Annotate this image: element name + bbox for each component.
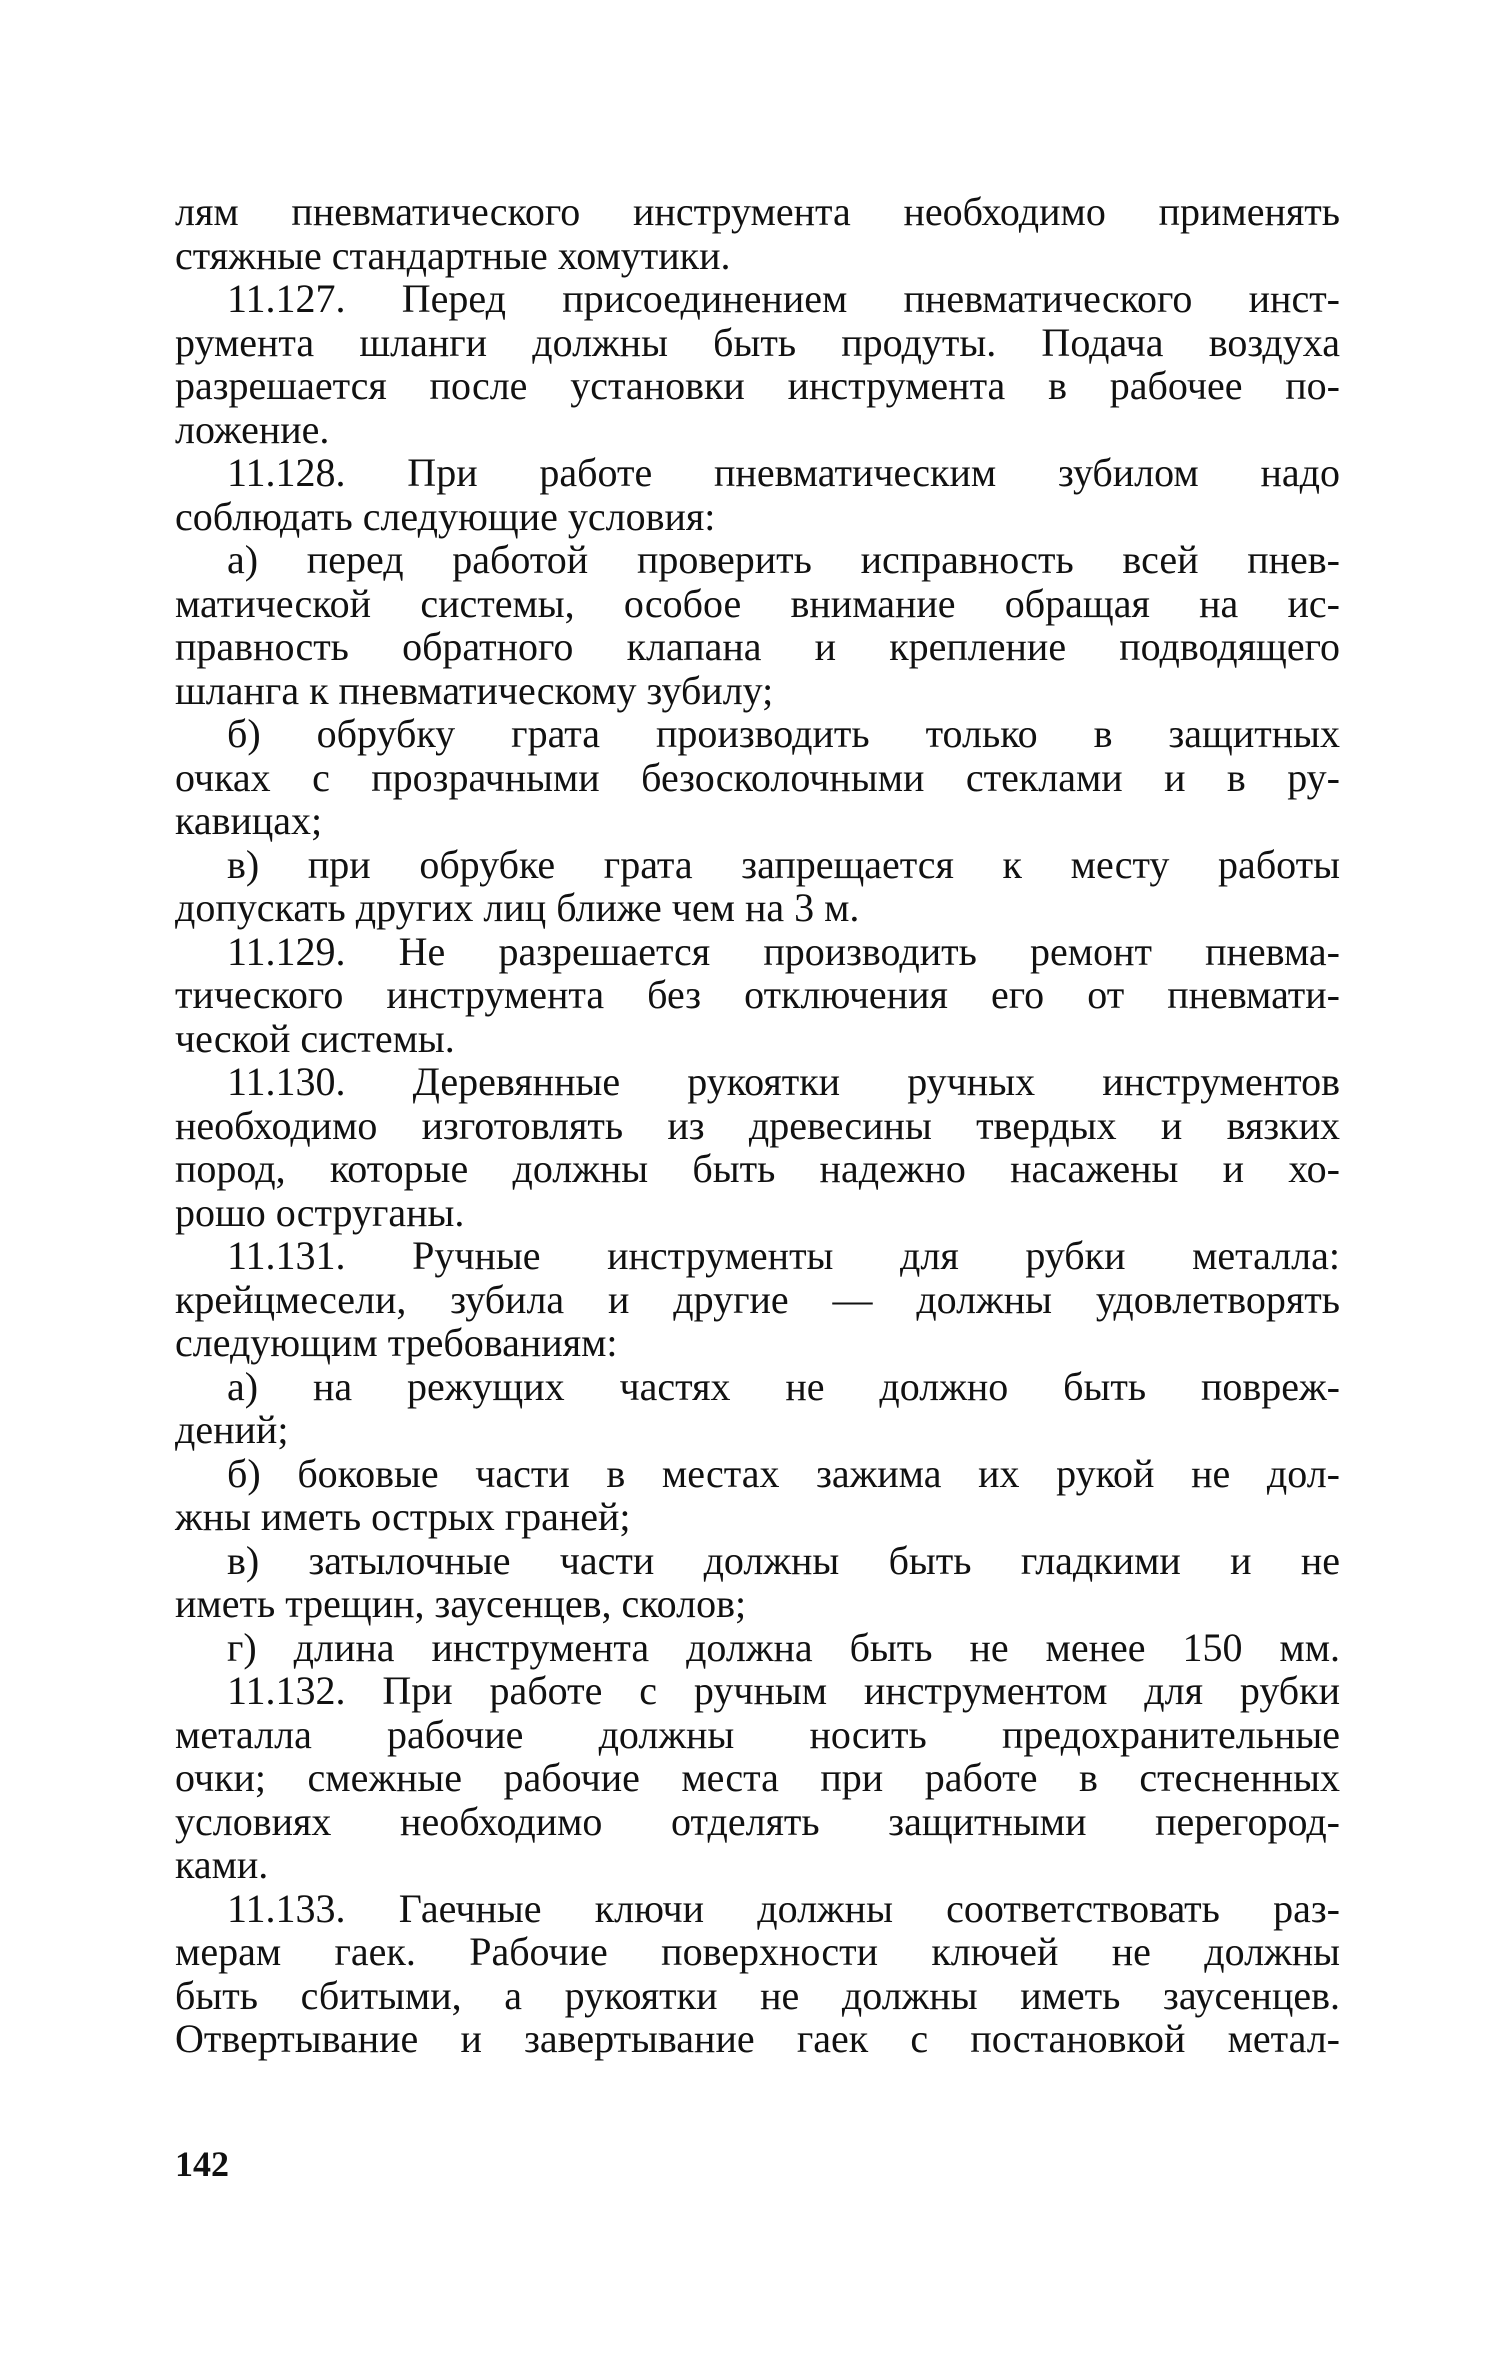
text-line: Отвертывание и завертывание гаек с постановкой метал- xyxy=(175,2016,1340,2061)
text-line: ками. xyxy=(175,1842,269,1887)
text-line: 11.128. При работе пневматическим зубилом надо xyxy=(227,450,1340,495)
text-line: металла рабочие должны носить предохранительные xyxy=(175,1711,1340,1757)
text-line: г) длина инструмента должна быть не менее 150 мм. xyxy=(227,1624,1340,1670)
page-number: 142 xyxy=(175,2144,229,2184)
text-line: рошо оструганы. xyxy=(175,1189,465,1235)
text-line: а) перед работой проверить исправность всей пнев- xyxy=(227,537,1340,582)
text-line: в) затылочные части должны быть гладкими и не xyxy=(227,1537,1340,1583)
text-line: стяжные стандартные хомутики. xyxy=(175,232,731,278)
text-line: шланга к пневматическому зубилу; xyxy=(175,667,774,713)
text-line: 11.129. Не разрешается производить ремонт пневма- xyxy=(227,928,1340,974)
text-line: быть сбитыми, а рукоятки не должны иметь заусенцев. xyxy=(175,1972,1340,2018)
text-line: б) обрубку грата производить только в защитных xyxy=(227,711,1340,756)
text-line: дений; xyxy=(175,1407,289,1452)
text-line: 11.131. Ручные инструменты для рубки металла: xyxy=(227,1233,1340,1278)
text-line: румента шланги должны быть продуты. Подача воздуха xyxy=(175,319,1340,365)
text-line: очках с прозрачными безосколочными стеклами и в ру- xyxy=(175,754,1340,800)
text-line: соблюдать следующие условия: xyxy=(175,493,716,539)
text-line: очки; смежные рабочие места при работе в стесненных xyxy=(175,1755,1340,1800)
text-line: пород, которые должны быть надежно насажены и хо- xyxy=(175,1146,1340,1191)
text-line: иметь трещин, заусенцев, сколов; xyxy=(175,1581,747,1626)
text-line: в) при обрубке грата запрещается к месту работы xyxy=(227,841,1340,887)
text-line: мерам гаек. Рабочие поверхности ключей не должны xyxy=(175,1929,1340,1974)
text-line: 11.133. Гаечные ключи должны соответствовать раз- xyxy=(227,1885,1340,1931)
text-line: допускать других лиц ближе чем на 3 м. xyxy=(175,885,860,930)
text-line: правность обратного клапана и крепление подводящего xyxy=(175,624,1340,669)
text-line: ческой системы. xyxy=(175,1015,455,1061)
text-line: необходимо изготовлять из древесины твердых и вязких xyxy=(175,1102,1340,1148)
text-line: жны иметь острых граней; xyxy=(175,1494,631,1539)
text-line: 11.130. Деревянные рукоятки ручных инструментов xyxy=(227,1059,1340,1104)
text-line: следующим требованиям: xyxy=(175,1320,618,1365)
text-line: тического инструмента без отключения его от пневмати- xyxy=(175,972,1340,1017)
text-line: условиях необходимо отделять защитными перегород- xyxy=(175,1798,1340,1844)
text-line: матической системы, особое внимание обращая на ис- xyxy=(175,580,1340,626)
text-line: разрешается после установки инструмента в рабочее по- xyxy=(175,363,1340,408)
text-line: б) боковые части в местах зажима их рукой не дол- xyxy=(227,1450,1340,1496)
page-body xyxy=(175,190,1340,2061)
text-line: крейцмесели, зубила и другие — должны удовлетворять xyxy=(175,1276,1340,1322)
text-line: ложение. xyxy=(175,406,330,452)
text-line: а) на режущих частях не должно быть повреж- xyxy=(227,1363,1340,1409)
text-line: 11.127. Перед присоединением пневматического инст- xyxy=(227,276,1340,321)
text-line: кавицах; xyxy=(175,798,323,843)
text-line: 11.132. При работе с ручным инструментом для рубки xyxy=(227,1668,1340,1713)
text-line: лям пневматического инструмента необходимо применять xyxy=(175,189,1340,234)
